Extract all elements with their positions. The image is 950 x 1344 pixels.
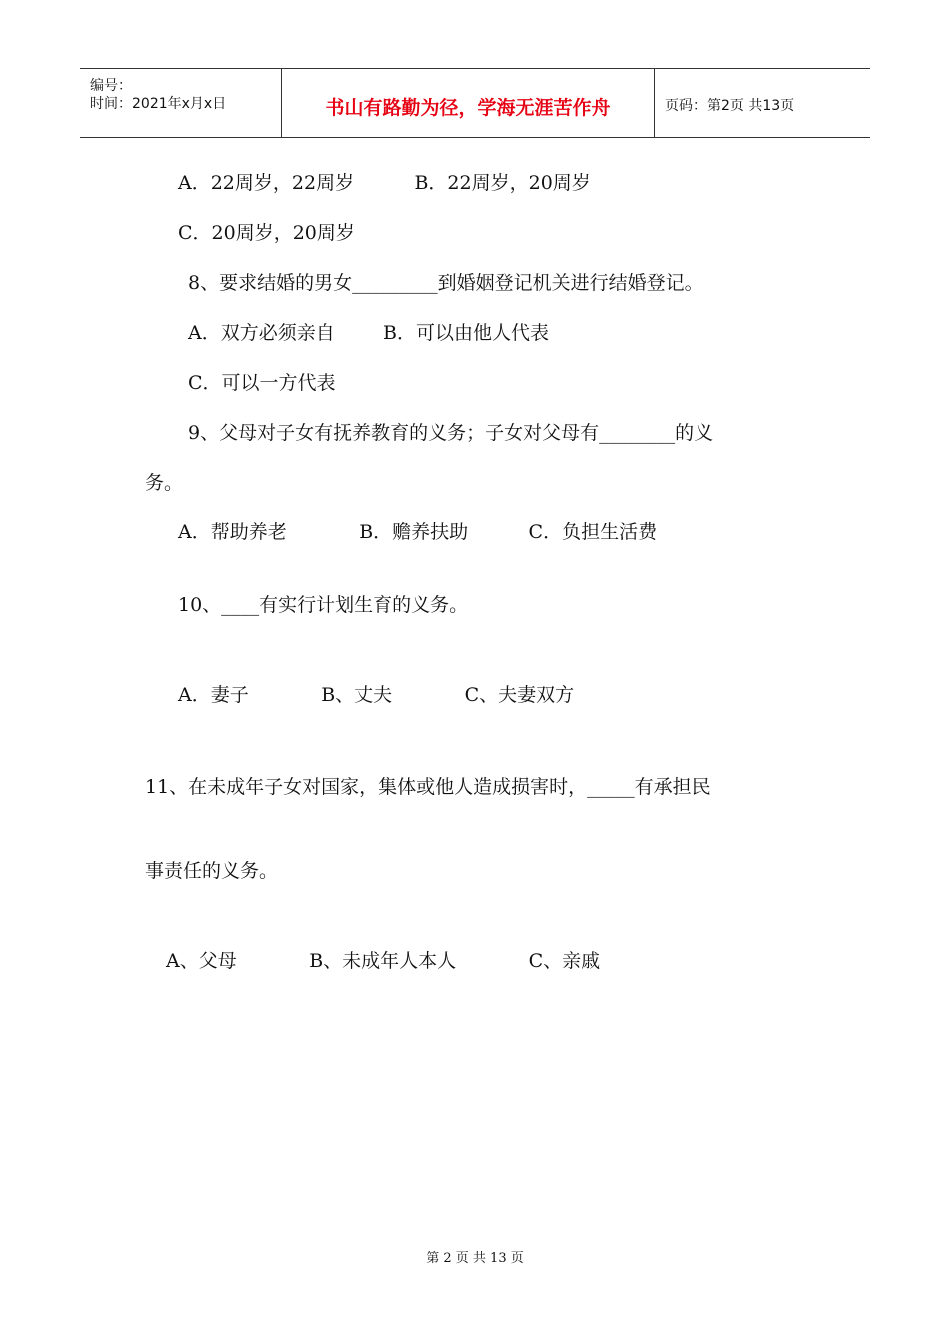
document-date-label: 时间：2021年x月x日 [90,96,227,112]
document-number-label: 编号： [90,78,132,94]
q9-options: A．帮助养老 B．赡养扶助 C．负担生活费 [178,521,658,543]
question-11-line-2: 事责任的义务。 [145,860,279,882]
question-10: 10、____有实行计划生育的义务。 [178,594,469,616]
page-header [80,68,870,138]
header-meta-cell [80,69,282,137]
page-footer: 第 2 页 共 13 页 [426,1251,524,1266]
question-9-line-2: 务。 [145,472,184,494]
q7-option-c: C．20周岁，20周岁 [178,222,355,244]
q8-options-ab: A．双方必须亲自 B．可以由他人代表 [188,322,550,344]
header-motto-cell [282,69,655,137]
q11-options: A、父母 B、未成年人本人 C、亲戚 [166,950,601,972]
q10-options: A．妻子 B、丈夫 C、夫妻双方 [178,684,575,706]
question-8: 8、要求结婚的男女_________到婚姻登记机关进行结婚登记。 [188,272,704,294]
header-page-info: 页码：第2页 共13页 [665,98,795,114]
q7-options-ab: A．22周岁，22周岁 B．22周岁，20周岁 [178,172,591,194]
header-motto: 书山有路勤为径，学海无涯苦作舟 [325,97,611,119]
question-9-line-1: 9、父母对子女有抚养教育的义务；子女对父母有________的义 [188,422,714,444]
question-11-line-1: 11、在未成年子女对国家，集体或他人造成损害时，_____有承担民 [145,776,711,798]
q8-option-c: C．可以一方代表 [188,372,336,394]
header-page-cell [655,69,870,137]
